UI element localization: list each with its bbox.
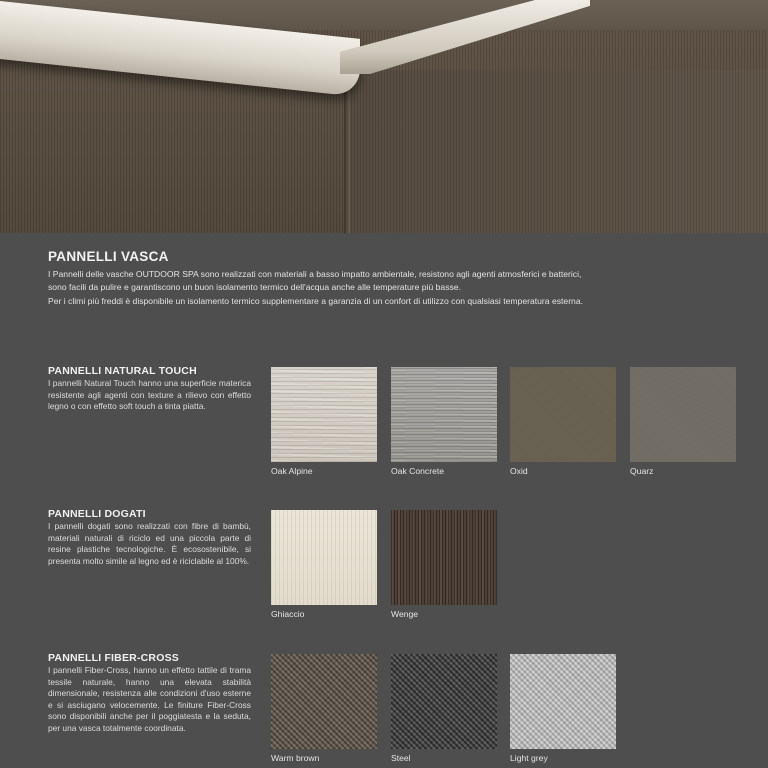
swatch-label-warm-brown: Warm brown — [271, 753, 320, 763]
section-title-dogati: PANNELLI DOGATI — [48, 508, 146, 520]
swatch-label-quarz: Quarz — [630, 466, 654, 476]
intro-paragraph — [48, 268, 748, 308]
swatch-label-light-grey: Light grey — [510, 753, 548, 763]
section-title-fiber-cross: PANNELLI FIBER-CROSS — [48, 652, 179, 664]
section-description-fiber-cross: I pannelli Fiber-Cross, hanno un effetto tattile di trama tessile naturale, hanno una elevata stabilità dimensionale, resistenza alle condizioni d'uso esterne e si asciugano velocemente. Le finiture Fiber-Cross sono disponibili anche per il poggiatesta e la seduta, per una vasca totalmente coordinata. — [48, 665, 251, 733]
intro-line: sono facili da pulire e garantiscono un buon isolamento termico dell'acqua anche alle temperature più basse. — [48, 282, 461, 293]
swatch-oak-concrete — [391, 367, 497, 462]
tub-corner-edge — [344, 74, 350, 233]
intro-line: I Pannelli delle vasche OUTDOOR SPA sono realizzati con materiali a basso impatto ambientale, resistono agli agenti atmosferici e batterici, — [48, 269, 582, 279]
page-title: PANNELLI VASCA — [48, 249, 169, 264]
swatch-warm-brown — [271, 654, 377, 749]
swatch-ghiaccio — [271, 510, 377, 605]
swatch-quarz — [630, 367, 736, 462]
intro-line: Per i climi più freddi è disponibile un isolamento termico supplementare a garanzia di un confort di utilizzo con qualsiasi temperatura esterna. — [48, 295, 584, 306]
swatch-label-ghiaccio: Ghiaccio — [271, 609, 305, 619]
section-description-natural-touch: I pannelli Natural Touch hanno una superficie materica resistente agli agenti con texture a rilievo con effetto legno o con effetto soft touch a tinta piatta. — [48, 378, 251, 412]
swatch-label-steel: Steel — [391, 753, 411, 763]
swatch-label-wenge: Wenge — [391, 609, 419, 619]
tub-side-panel — [348, 70, 768, 233]
swatch-label-oak-concrete: Oak Concrete — [391, 466, 445, 476]
section-title-natural-touch: PANNELLI NATURAL TOUCH — [48, 365, 197, 377]
swatch-light-grey — [510, 654, 616, 749]
swatch-steel — [391, 654, 497, 749]
swatch-label-oak-alpine: Oak Alpine — [271, 466, 313, 476]
swatch-oxid — [510, 367, 616, 462]
swatch-wenge — [391, 510, 497, 605]
hero-photo-tub-panel — [0, 0, 768, 233]
swatch-oak-alpine — [271, 367, 377, 462]
swatch-label-oxid: Oxid — [510, 466, 528, 476]
section-description-dogati: I pannelli dogati sono realizzati con fibre di bambù, materiali naturali di riciclo ed una piccola parte di resine plastiche tecnologiche. È ecosostenibile, si presenta molto simile al legno ed è riciclabile al 100%. — [48, 521, 251, 566]
